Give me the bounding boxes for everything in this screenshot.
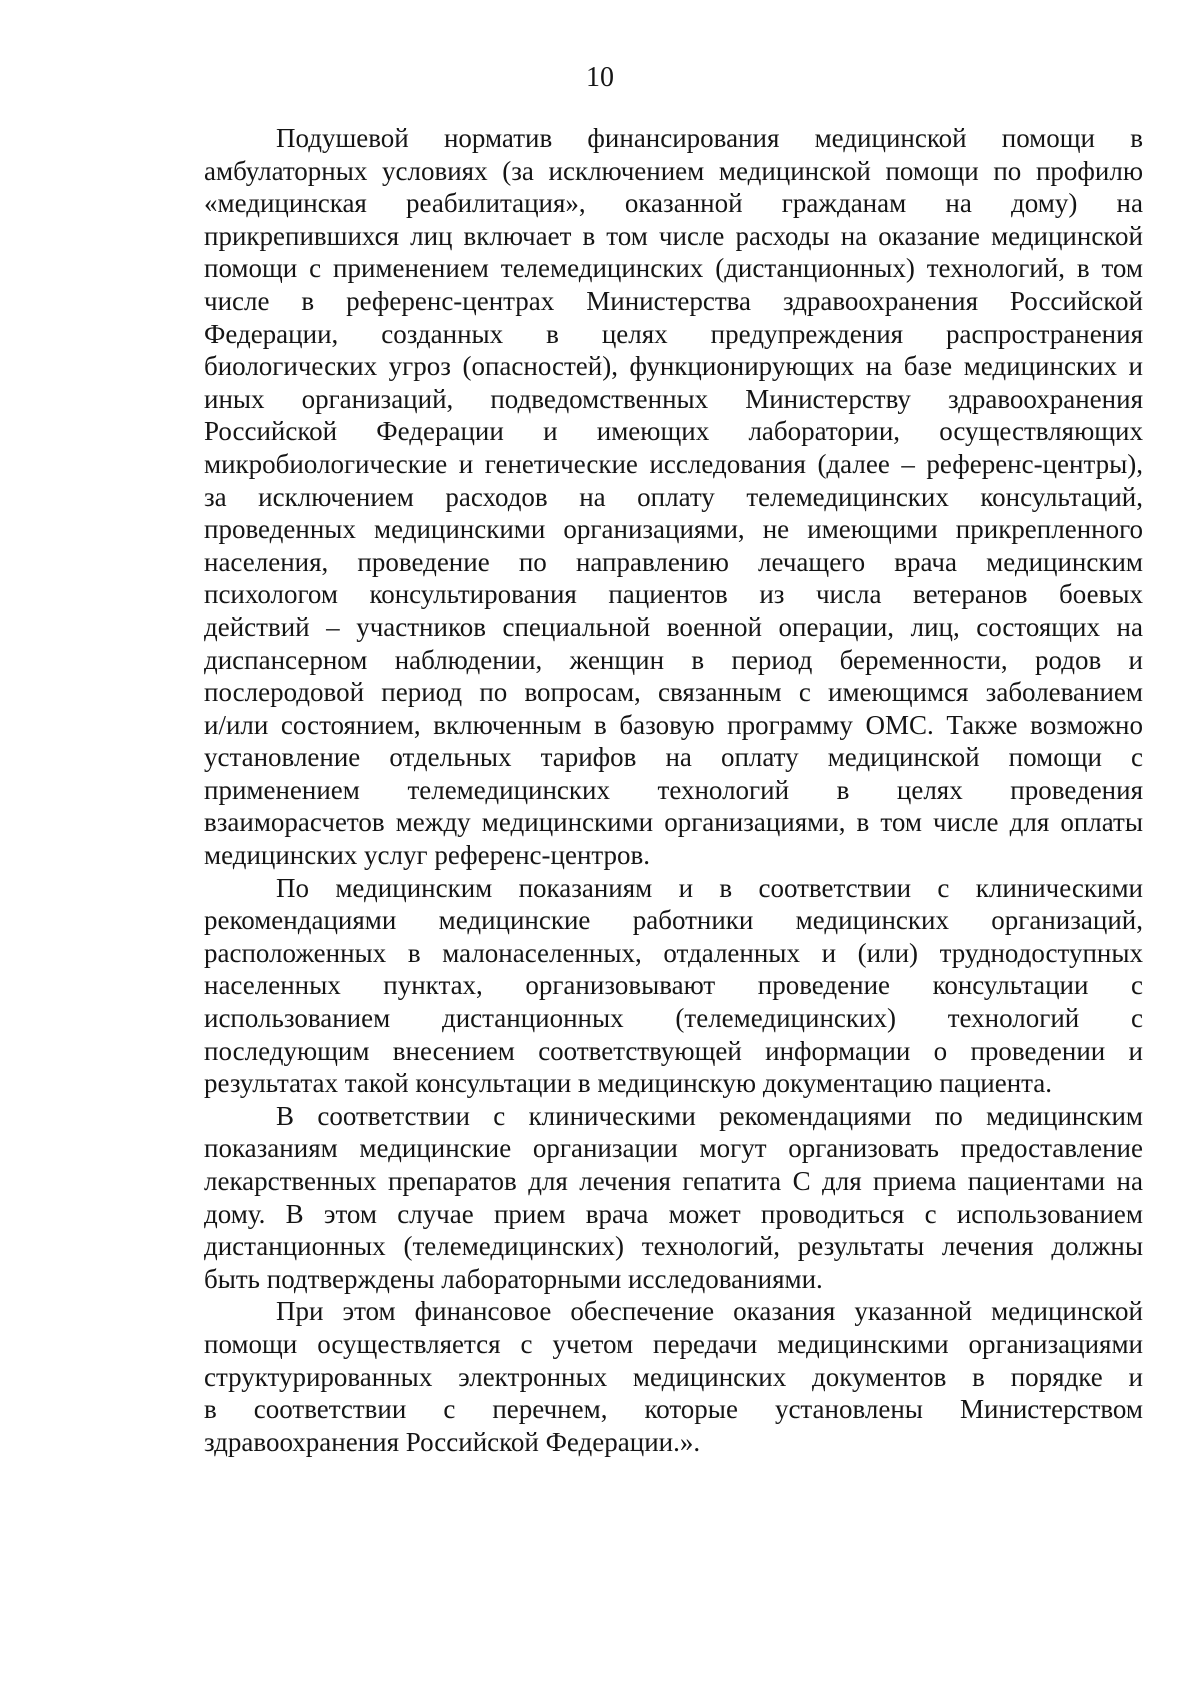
paragraph-line: помощи с применением телемедицинских (дистанционных) технологий, в том — [204, 253, 1143, 284]
paragraph-line: населения, проведение по направлению лечащего врача медицинским — [204, 546, 1143, 577]
paragraph-line: микробиологические и генетические исследования (далее – референс-центры), — [204, 448, 1143, 479]
paragraph-1 — [204, 122, 1143, 872]
paragraph-line: расположенных в малонаселенных, отдаленных и (или) труднодоступных — [204, 937, 1143, 968]
paragraph-line: психологом консультирования пациентов из числа ветеранов боевых — [204, 579, 1143, 610]
paragraph-line: Подушевой норматив финансирования медицинской помощи в — [276, 123, 1143, 153]
paragraph-line: Федерации, созданных в целях предупреждения распространения — [204, 318, 1143, 349]
paragraph-line: взаиморасчетов между медицинскими организациями, в том числе для оплаты — [204, 807, 1143, 838]
paragraph-line: диспансерном наблюдении, женщин в период беременности, родов и — [204, 644, 1143, 675]
paragraph-3 — [204, 1100, 1143, 1296]
paragraph-line: за исключением расходов на оплату телемедицинских консультаций, — [204, 481, 1143, 512]
page-number: 10 — [586, 62, 614, 93]
paragraph-line: По медицинским показаниям и в соответствии с клиническими — [276, 872, 1143, 903]
paragraph-line: В соответствии с клиническими рекомендациями по медицинским — [276, 1100, 1143, 1131]
paragraph-line: рекомендациями медицинские работники медицинских организаций, — [204, 905, 1143, 936]
paragraph-line: населенных пунктах, организовывают проведение консультации с — [204, 970, 1143, 1001]
document-body — [204, 122, 1143, 1458]
paragraph-line: При этом финансовое обеспечение оказания указанной медицинской — [276, 1296, 1143, 1327]
paragraph-line: помощи осуществляется с учетом передачи медицинскими организациями — [204, 1328, 1143, 1359]
paragraph-line: лекарственных препаратов для лечения гепатита С для приема пациентами на — [204, 1166, 1143, 1196]
paragraph-line: установление отдельных тарифов на оплату медицинской помощи с — [204, 742, 1143, 773]
paragraph-line: результатах такой консультации в медицинскую документацию пациента. — [204, 1068, 1053, 1099]
paragraph-line: здравоохранения Российской Федерации.». — [204, 1426, 701, 1457]
paragraph-line: использованием дистанционных (телемедицинских) технологий с — [204, 1003, 1143, 1034]
paragraph-line: в соответствии с перечнем, которые установлены Министерством — [204, 1394, 1143, 1425]
paragraph-line: применением телемедицинских технологий в целях проведения — [204, 774, 1143, 805]
paragraph-line: прикрепившихся лиц включает в том числе расходы на оказание медицинской — [204, 220, 1143, 251]
paragraph-line: последующим внесением соответствующей информации о проведении и — [204, 1035, 1143, 1066]
paragraph-line: действий – участников специальной военной операции, лиц, состоящих на — [204, 611, 1143, 642]
paragraph-line: биологических угроз (опасностей), функционирующих на базе медицинских и — [204, 351, 1143, 382]
paragraph-line: амбулаторных условиях (за исключением медицинской помощи по профилю — [204, 155, 1143, 186]
paragraph-line: Российской Федерации и имеющих лаборатории, осуществляющих — [204, 416, 1143, 447]
paragraph-line: «медицинская реабилитация», оказанной гражданам на дому) на — [204, 188, 1143, 219]
paragraph-line: числе в референс-центрах Министерства здравоохранения Российской — [204, 285, 1143, 316]
paragraph-line: и/или состоянием, включенным в базовую программу ОМС. Также возможно — [204, 709, 1143, 740]
paragraph-line: иных организаций, подведомственных Министерству здравоохранения — [204, 383, 1143, 414]
paragraph-line: дистанционных (телемедицинских) технологий, результаты лечения должны — [204, 1231, 1143, 1262]
paragraph-4 — [204, 1295, 1143, 1458]
paragraph-2 — [204, 872, 1143, 1100]
paragraph-line: быть подтверждены лабораторными исследованиями. — [204, 1263, 823, 1294]
paragraph-line: медицинских услуг референс-центров. — [204, 840, 651, 871]
paragraph-line: показаниям медицинские организации могут организовать предоставление — [204, 1133, 1143, 1164]
paragraph-line: послеродовой период по вопросам, связанным с имеющимся заболеванием — [204, 677, 1143, 708]
paragraph-line: структурированных электронных медицинских документов в порядке и — [204, 1361, 1143, 1392]
paragraph-line: проведенных медицинскими организациями, не имеющими прикрепленного — [204, 514, 1143, 545]
paragraph-line: дому. В этом случае прием врача может проводиться с использованием — [204, 1198, 1143, 1229]
